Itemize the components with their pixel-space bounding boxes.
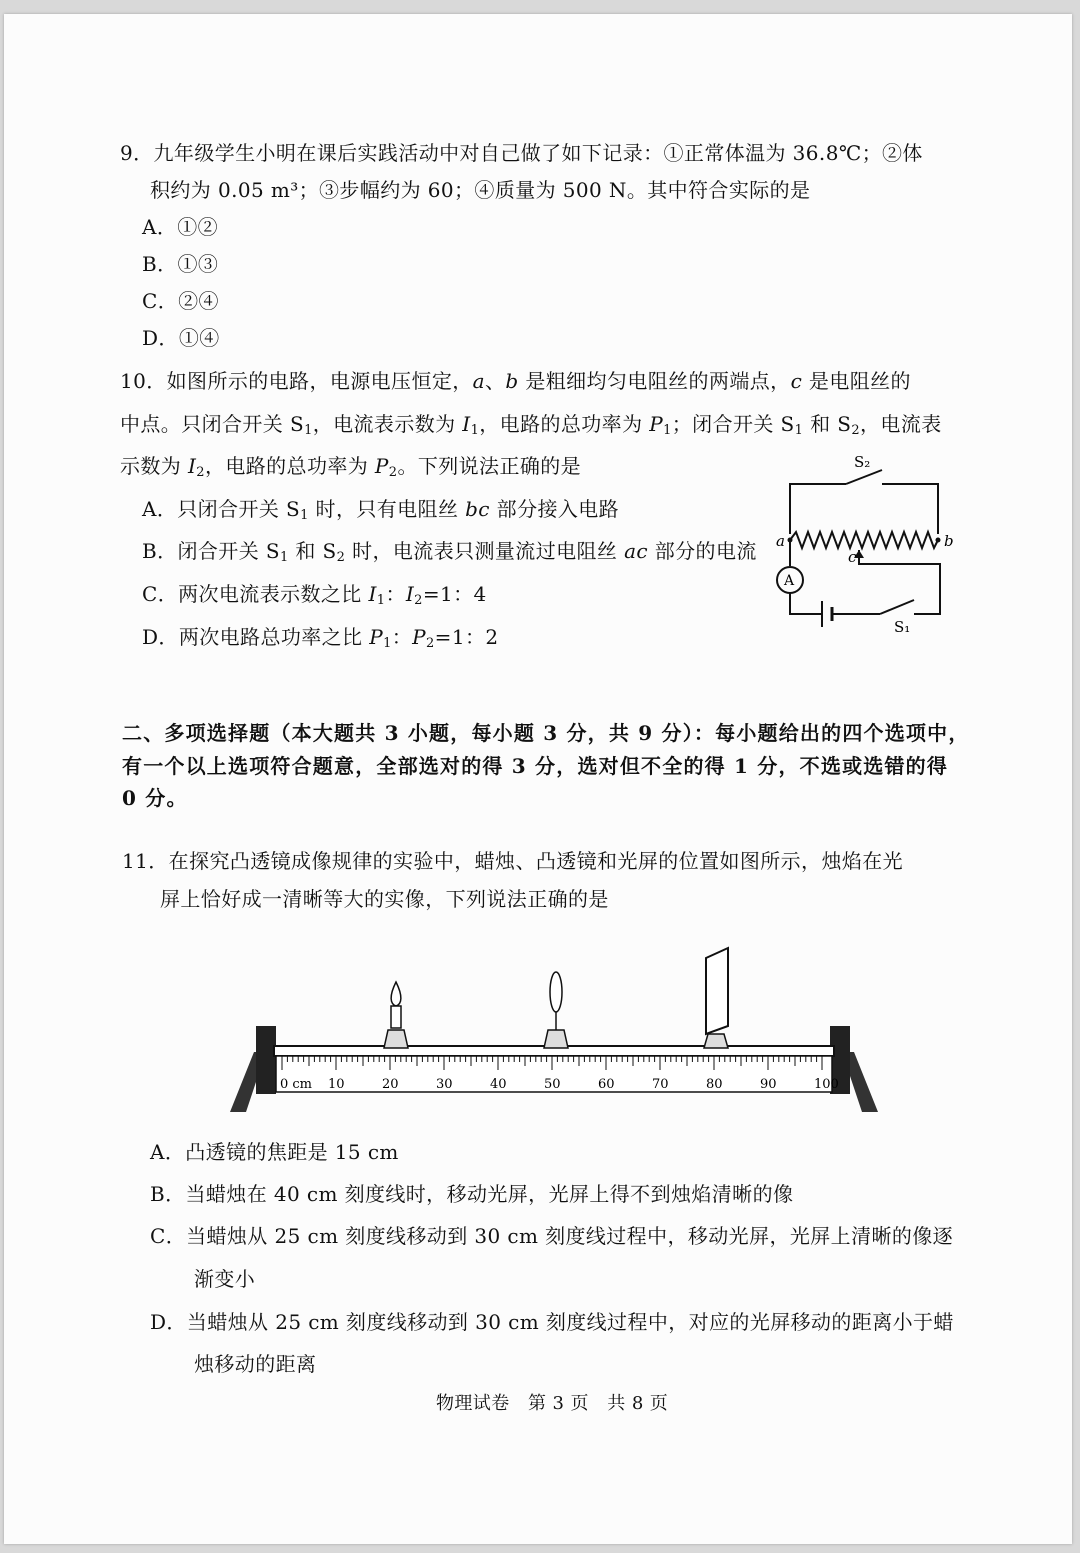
lens — [544, 972, 568, 1048]
node-a — [788, 538, 793, 543]
optical-bench-figure — [226, 934, 886, 1126]
resistor-wire — [790, 532, 938, 548]
exam-page — [4, 14, 1072, 1544]
lens-icon — [550, 972, 562, 1012]
section2-line3: 0 分。 — [122, 786, 188, 810]
ruler-label: 0 cm — [280, 1077, 313, 1092]
section2-line2: 有一个以上选项符合题意，全部选对的得 3 分，选对但不全的得 1 分，不选或选错的得 — [122, 754, 949, 778]
ruler-label: 80 — [706, 1077, 723, 1092]
q10-option-c[interactable]: C．两次电流表示数之比 $I_1$：$I_2=1$：4 — [142, 582, 487, 608]
label-b: b — [944, 532, 954, 550]
ruler-label: 90 — [760, 1077, 777, 1092]
candle-flame-icon — [391, 982, 401, 1006]
option-label: A． — [142, 215, 178, 239]
option-label: C． — [142, 289, 179, 313]
q11-stem-line1: 11．在探究凸透镜成像规律的实验中，蜡烛、凸透镜和光屏的位置如图所示，烛焰在光 — [122, 849, 904, 873]
q11-option-c-cont: 渐变小 — [194, 1267, 256, 1291]
q9-stem-line1: 9．九年级学生小明在课后实践活动中对自己做了如下记录：①正常体温为 36.8℃；②体 — [120, 141, 923, 165]
light-screen — [704, 948, 728, 1048]
q11-option-b[interactable]: B．当蜡烛在 40 cm 刻度线时，移动光屏，光屏上得不到烛焰清晰的像 — [150, 1182, 794, 1206]
q11-option-c[interactable]: C．当蜡烛从 25 cm 刻度线移动到 30 cm 刻度线过程中，移动光屏，光屏上清晰的像逐 — [150, 1224, 954, 1248]
option-text: ①④ — [178, 326, 220, 350]
label-s1: S₁ — [894, 618, 911, 634]
option-text: ①③ — [177, 252, 219, 276]
q10-stem-line2: 中点。只闭合开关 $S_1$，电流表示数为 $I_1$，电路的总功率为 $P_1$；闭合开关 $S_1$ 和 $S_2$，电流表 — [120, 412, 942, 438]
ruler-label: 40 — [490, 1077, 507, 1092]
q9-option-b[interactable] — [142, 250, 218, 278]
option-text: ②④ — [178, 289, 219, 313]
q10-option-d[interactable]: D．两次电路总功率之比 $P_1$：$P_2=1$：2 — [142, 625, 499, 651]
label-c: c — [848, 548, 857, 566]
q9-stem-line2: 积约为 0.05 m³；③步幅约为 60；④质量为 500 N。其中符合实际的是 — [150, 178, 811, 202]
screen-panel — [706, 948, 728, 1034]
wire-top-right — [882, 484, 938, 534]
q10-option-b[interactable]: B．闭合开关 $S_1$ 和 $S_2$ 时，电流表只测量流过电阻丝 ac 部分的电流 — [142, 539, 757, 565]
label-a: a — [776, 532, 785, 550]
section2-line1: 二、多项选择题（本大题共 3 小题，每小题 3 分，共 9 分）：每小题给出的四个选项中， — [122, 721, 970, 745]
q11-option-d-cont: 烛移动的距离 — [194, 1352, 317, 1376]
ruler-label: 60 — [598, 1077, 615, 1092]
ruler-label: 20 — [382, 1077, 399, 1092]
ruler-label: 100 — [814, 1077, 839, 1092]
q9-option-d[interactable] — [142, 324, 220, 352]
q11-option-d[interactable]: D．当蜡烛从 25 cm 刻度线移动到 30 cm 刻度线过程中，对应的光屏移动的距离小于蜡 — [150, 1310, 954, 1334]
ruler-label: 30 — [436, 1077, 453, 1092]
ruler-label: 70 — [652, 1077, 669, 1092]
switch-s2 — [846, 470, 882, 484]
left-end-block — [256, 1026, 276, 1094]
wire-left-lower — [790, 593, 822, 614]
switch-s1 — [880, 600, 914, 614]
option-label: D． — [142, 326, 179, 350]
candle-body — [391, 1006, 401, 1028]
wire-top-left — [790, 484, 846, 534]
screen-holder — [704, 1034, 728, 1048]
circuit-diagram — [764, 454, 964, 634]
q10-option-a[interactable]: A．只闭合开关 $S_1$ 时，只有电阻丝 bc 部分接入电路 — [142, 497, 620, 523]
ruler-label: 10 — [328, 1077, 345, 1092]
option-label: B． — [142, 252, 178, 276]
ammeter-label: A — [784, 573, 795, 589]
candle — [384, 982, 408, 1048]
q11-option-a[interactable]: A．凸透镜的焦距是 15 cm — [150, 1140, 399, 1164]
q11-stem-line2: 屏上恰好成一清晰等大的实像，下列说法正确的是 — [160, 887, 609, 911]
wire-from-c — [859, 550, 940, 614]
lens-holder — [544, 1030, 568, 1048]
ruler-label: 50 — [544, 1077, 561, 1092]
page-footer: 物理试卷 第 3 页 共 8 页 — [436, 1393, 669, 1414]
node-b — [936, 538, 941, 543]
q10-stem-line3: 示数为 $I_2$，电路的总功率为 $P_2$。下列说法正确的是 — [120, 454, 582, 480]
label-s2: S₂ — [854, 454, 871, 471]
option-text: ①② — [177, 215, 219, 239]
q9-option-a[interactable] — [142, 213, 218, 241]
q10-stem-line1: 10．如图所示的电路，电源电压恒定，a、b 是粗细均匀电阻丝的两端点，c 是电阻丝的 — [120, 369, 911, 393]
q9-option-c[interactable] — [142, 287, 219, 315]
candle-holder — [384, 1030, 408, 1048]
